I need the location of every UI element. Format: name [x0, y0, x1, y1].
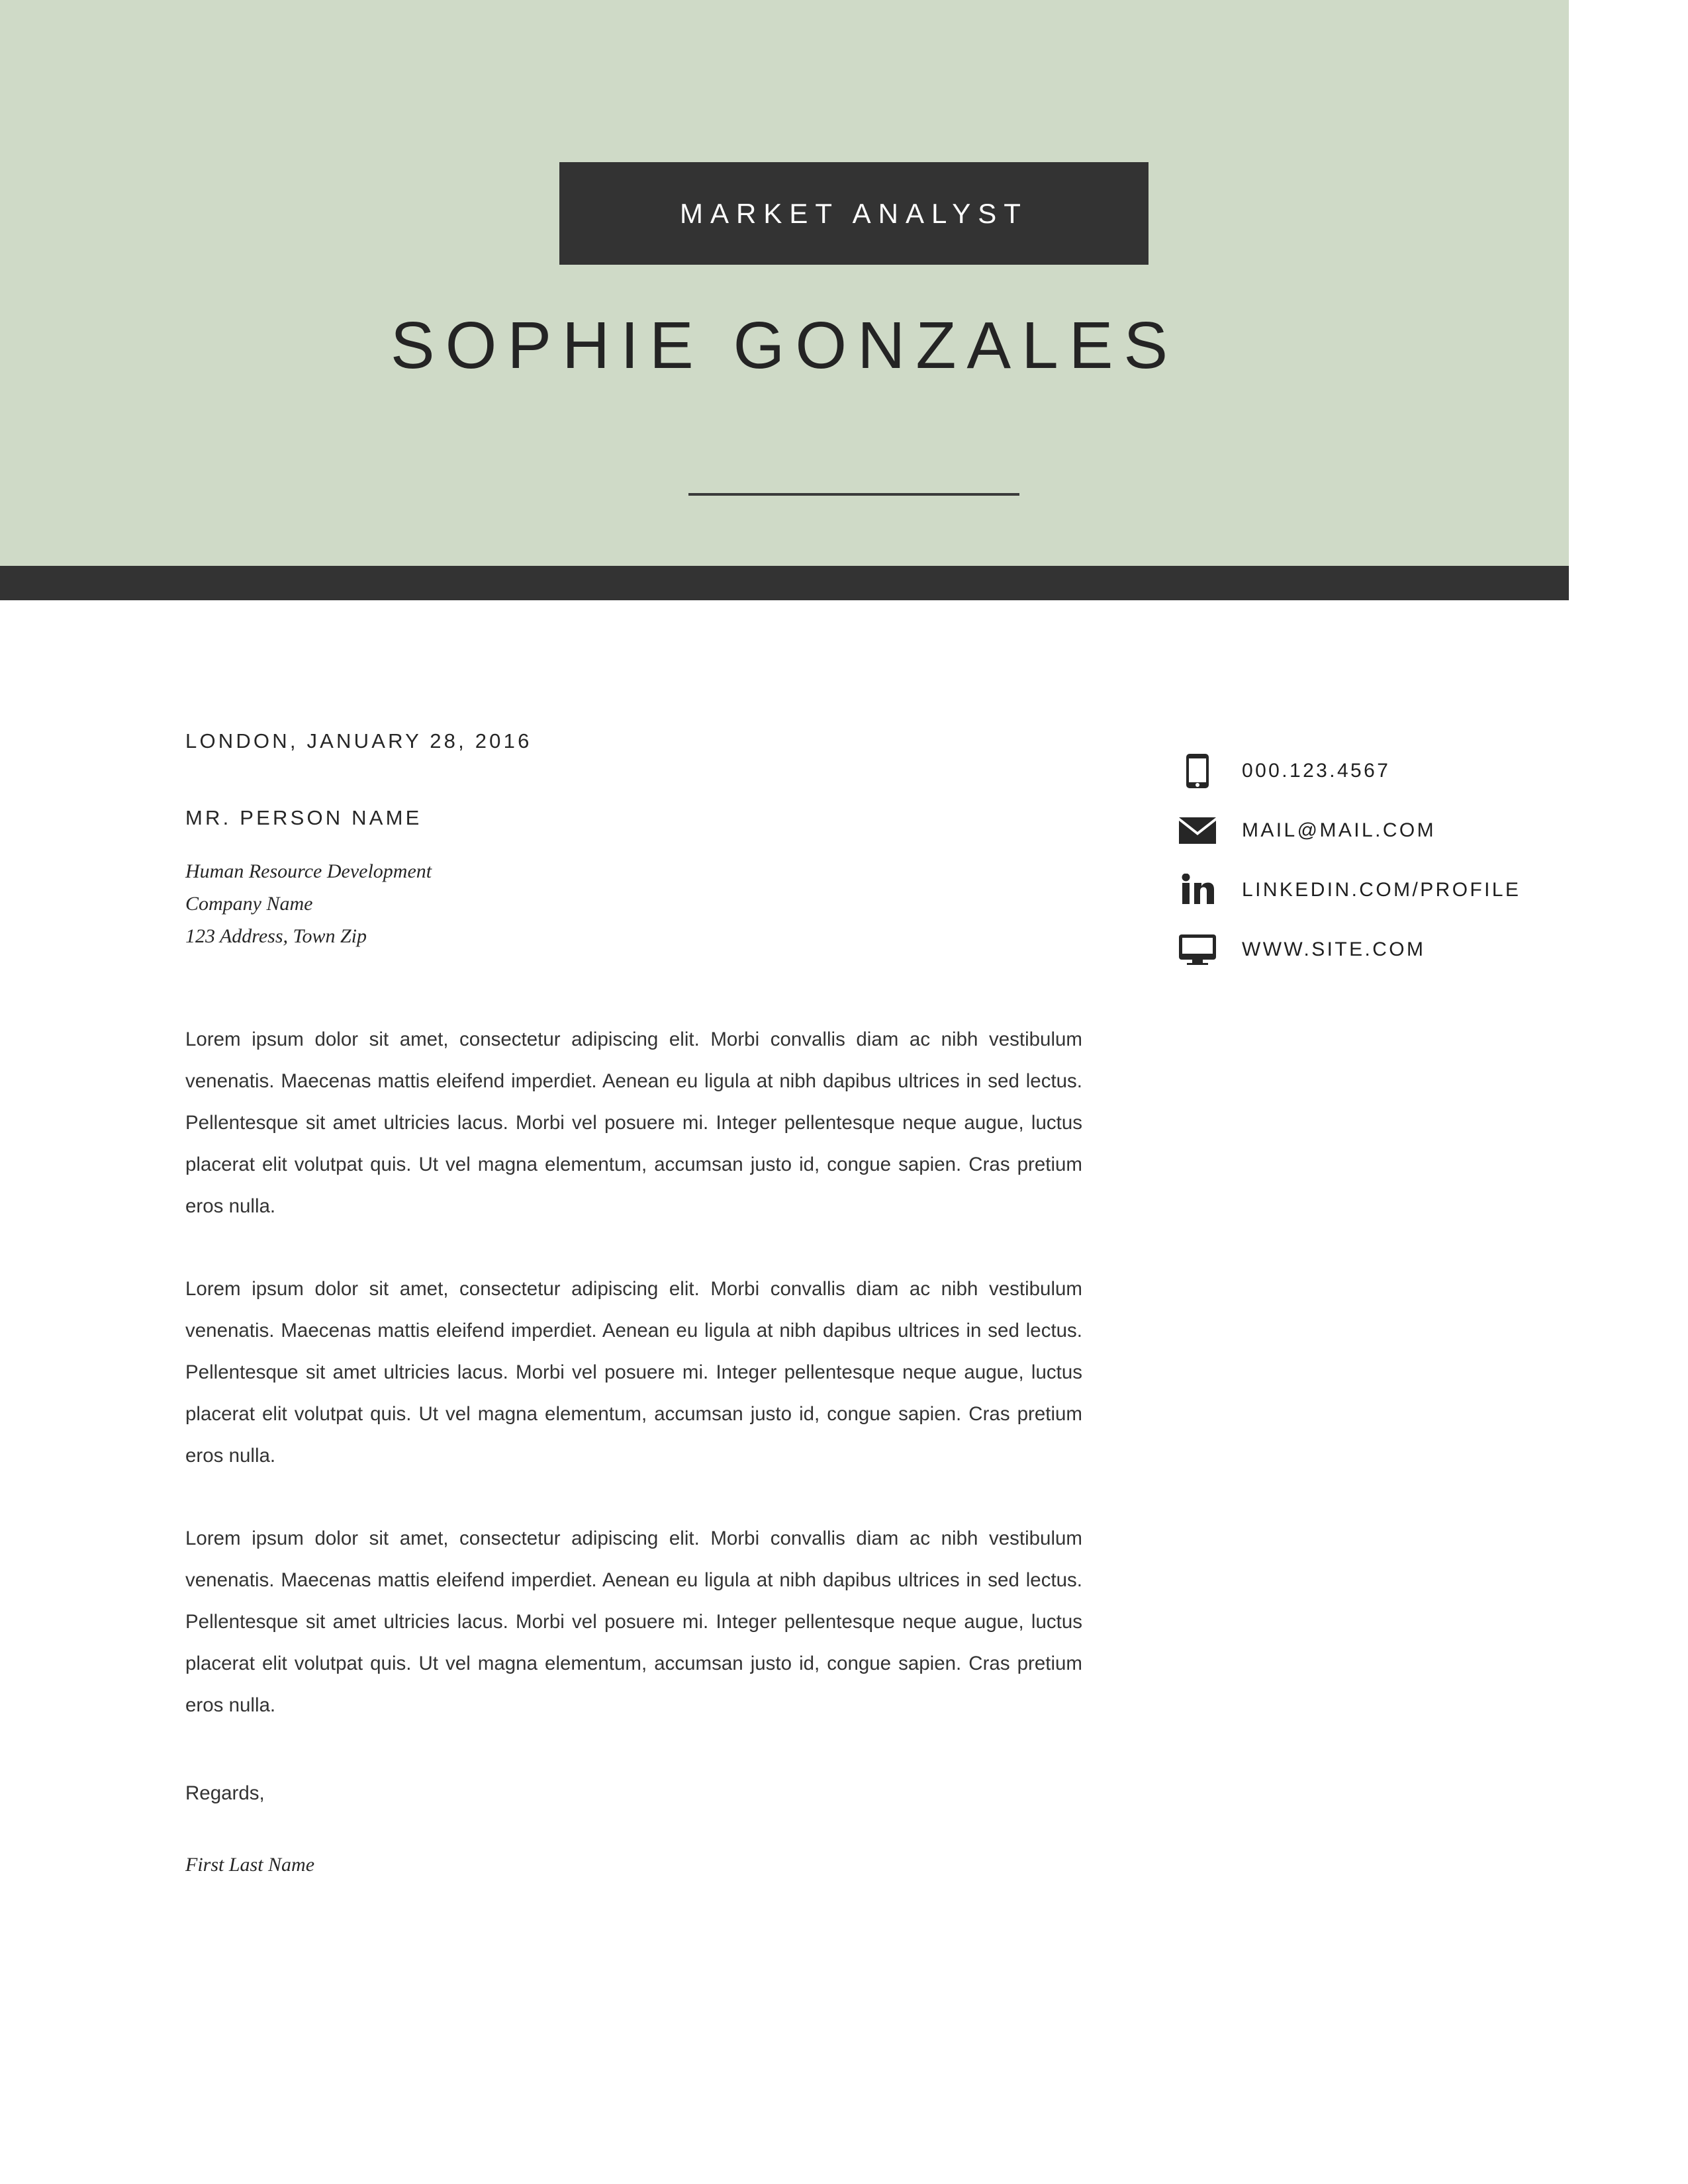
letter-column	[185, 729, 1082, 1876]
job-title: MARKET ANALYST	[680, 197, 1028, 229]
contact-value-linkedin: LINKEDIN.COM/PROFILE	[1242, 879, 1521, 901]
linkedin-icon	[1178, 871, 1217, 909]
letter-paragraph-1: Lorem ipsum dolor sit amet, consectetur adipiscing elit. Morbi convallis diam ac nibh vestibulum venenatis. Maecenas mattis eleifend imperdiet. Aenean eu ligula at nibh dapibus ultrices in sed lectus. Pellentesque sit amet ultricies lacus. Morbi vel posuere mi. Integer pellentesque neque augue, luctus placerat elit volutpat quis. Ut vel magna elementum, accumsan justo id, congue sapien. Cras pretium eros nulla.	[185, 1028, 1082, 1217]
website-icon	[1178, 931, 1217, 969]
job-title-box	[559, 162, 1149, 265]
recipient-address-block	[185, 855, 1082, 952]
email-icon	[1178, 811, 1217, 850]
page-title: SOPHIE GONZALES	[390, 308, 1179, 383]
header-dark-band	[0, 566, 1569, 600]
recipient-company: Company Name	[185, 893, 313, 915]
header-banner	[0, 0, 1569, 566]
signature-name: First Last Name	[185, 1854, 315, 1876]
date-line: LONDON, JANUARY 28, 2016	[185, 729, 532, 752]
letter-paragraph-2: Lorem ipsum dolor sit amet, consectetur adipiscing elit. Morbi convallis diam ac nibh vestibulum venenatis. Maecenas mattis eleifend imperdiet. Aenean eu ligula at nibh dapibus ultrices in sed lectus. Pellentesque sit amet ultricies lacus. Morbi vel posuere mi. Integer pellentesque neque augue, luctus placerat elit volutpat quis. Ut vel magna elementum, accumsan justo id, congue sapien. Cras pretium eros nulla.	[185, 1278, 1082, 1467]
contact-value-website: WWW.SITE.COM	[1242, 938, 1426, 960]
contact-value-email: MAIL@MAIL.COM	[1242, 819, 1436, 841]
phone-icon	[1178, 752, 1217, 790]
contact-value-phone: 000.123.4567	[1242, 760, 1391, 782]
name-divider	[688, 493, 1019, 496]
right-margin	[1569, 600, 1688, 1201]
letter-closing: Regards,	[185, 1782, 265, 1804]
recipient-address: 123 Address, Town Zip	[185, 925, 367, 947]
letter-body	[0, 600, 1688, 2184]
recipient-department: Human Resource Development	[185, 860, 432, 882]
recipient-name: MR. PERSON NAME	[185, 806, 422, 829]
letter-paragraph-3: Lorem ipsum dolor sit amet, consectetur adipiscing elit. Morbi convallis diam ac nibh vestibulum venenatis. Maecenas mattis eleifend imperdiet. Aenean eu ligula at nibh dapibus ultrices in sed lectus. Pellentesque sit amet ultricies lacus. Morbi vel posuere mi. Integer pellentesque neque augue, luctus placerat elit volutpat quis. Ut vel magna elementum, accumsan justo id, congue sapien. Cras pretium eros nulla.	[185, 1527, 1082, 1716]
